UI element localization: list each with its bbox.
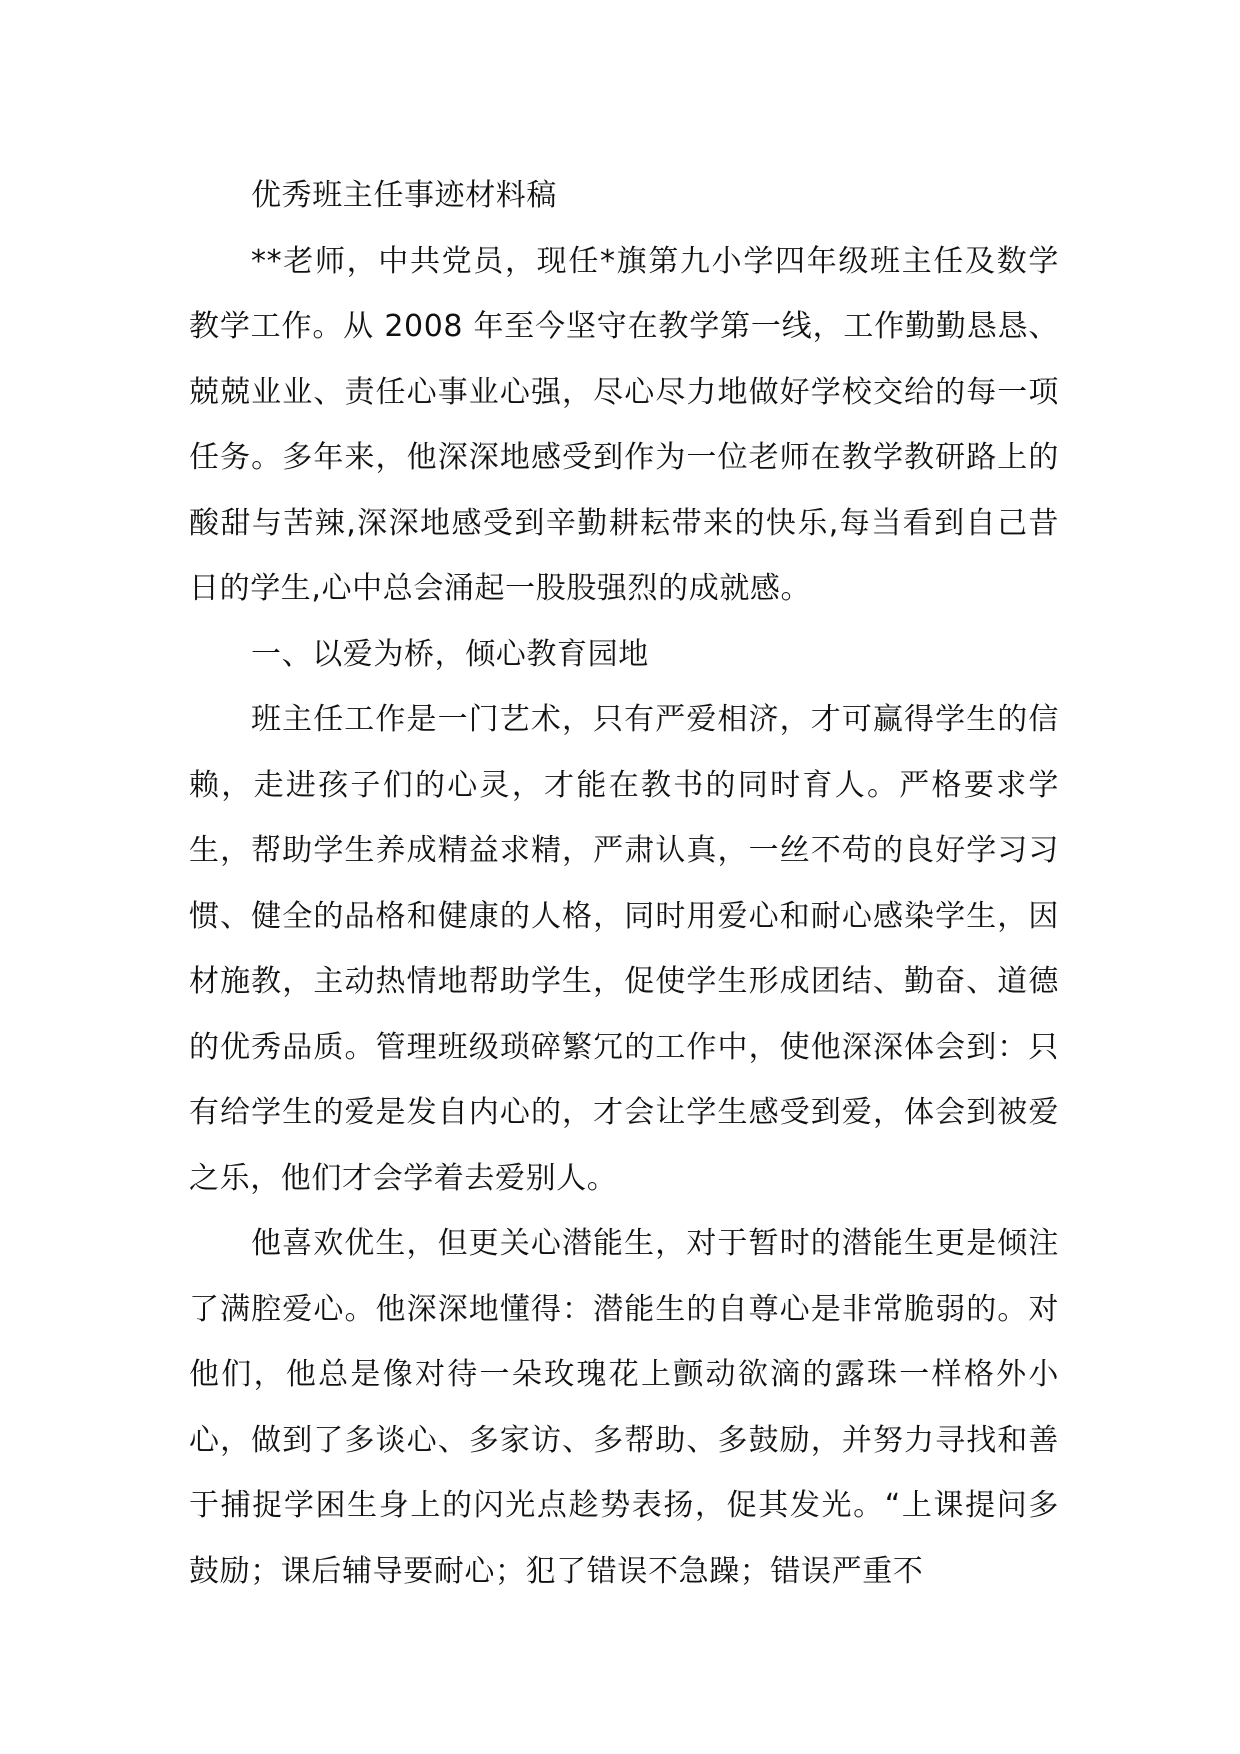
document-title: 优秀班主任事迹材料稿 xyxy=(251,178,557,213)
paragraph-intro: **老师，中共党员，现任*旗第九小学四年级班主任及数学教学工作。从 2008 年至今坚守在教学第一线，工作勤勤恳恳、兢兢业业、责任心事业心强，尽心尽力地做好学校交给的每一项任务。多年来，他深深地感受到作为一位老师在教学教研路上的酸甜与苦辣,深深地感受到辛勤耕耘带来的快乐,每当看到自己昔日的学生,心中总会涌起一股股强烈的成就感。 xyxy=(189,243,1059,606)
paragraph-class-work: 班主任工作是一门艺术，只有严爱相济，才可赢得学生的信赖，走进孩子们的心灵，才能在教书的同时育人。严格要求学生，帮助学生养成精益求精，严肃认真，一丝不苟的良好学习习惯、健全的品格和健康的人格，同时用爱心和耐心感染学生，因材施教，主动热情地帮助学生，促使学生形成团结、勤奋、道德的优秀品质。管理班级琐碎繁冗的工作中，使他深深体会到：只有给学生的爱是发自内心的，才会让学生感受到爱，体会到被爱之乐，他们才会学着去爱别人。 xyxy=(189,702,1059,1196)
section-heading-1: 一、以爱为桥，倾心教育园地 xyxy=(251,636,649,672)
document-body xyxy=(189,163,1059,1604)
paragraph-potential-students: 他喜欢优生，但更关心潜能生，对于暂时的潜能生更是倾注了满腔爱心。他深深地懂得：潜能生的自尊心是非常脆弱的。对他们，他总是像对待一朵玫瑰花上颤动欲滴的露珠一样格外小心，做到了多谈心、多家访、多帮助、多鼓励，并努力寻找和善于捕捉学困生身上的闪光点趁势表扬，促其发光。“上课提问多鼓励；课后辅导要耐心；犯了错误不急躁；错误严重不 xyxy=(189,1226,1059,1589)
